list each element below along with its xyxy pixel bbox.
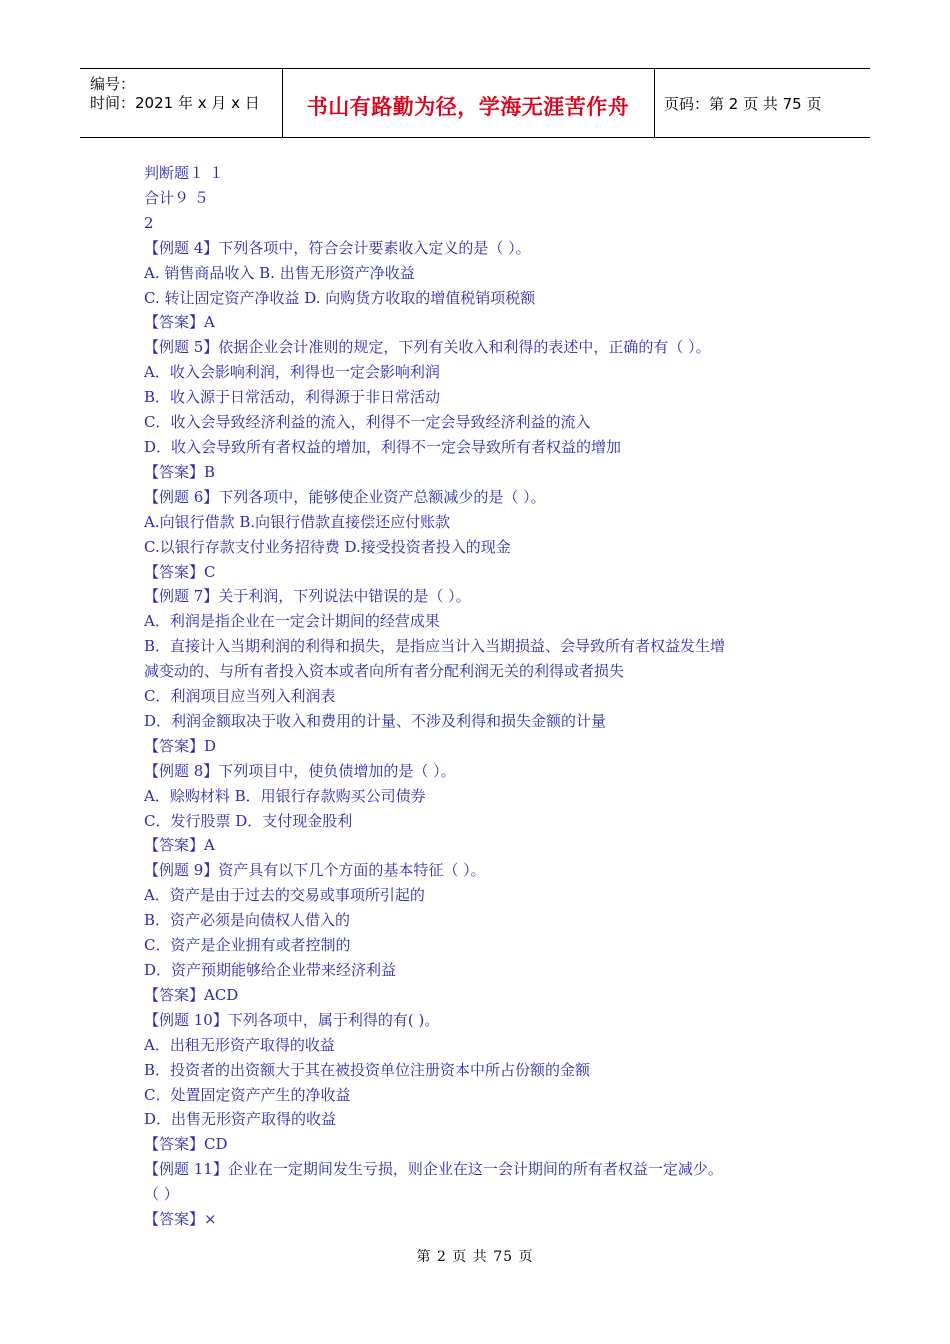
text-line: 【答案】A [144,836,215,855]
text-line: 【答案】× [144,1210,217,1229]
text-line: A．出租无形资产取得的收益 [144,1035,335,1054]
text-line: C．处置固定资产产生的净收益 [144,1085,351,1104]
text-line: C．利润项目应当列入利润表 [144,687,336,706]
text-line: A. 销售商品收入 B. 出售无形资产净收益 [144,263,415,282]
text-line: A．赊购材料 B．用银行存款购买公司债券 [144,786,426,805]
text-line: 【例题 10】下列各项中，属于利得的有( )。 [144,1010,440,1029]
motto-text: 书山有路勤为径，学海无涯苦作舟 [306,95,630,119]
text-line: B．资产必须是向债权人借入的 [144,911,351,930]
text-line: 【例题 9】资产具有以下几个方面的基本特征（ ）。 [144,861,486,880]
serial-number-label: 编号： [90,75,136,93]
text-line: C. 转让固定资产净收益 D. 向购货方收取的增值税销项税额 [144,288,536,307]
text-line: 合计９ ５ [144,188,209,207]
text-line: A．利润是指企业在一定会计期间的经营成果 [144,612,440,631]
header-info-cell [80,69,283,137]
text-line: D．利润金额取决于收入和费用的计量、不涉及利得和损失金额的计量 [144,711,607,730]
text-line: A．资产是由于过去的交易或事项所引起的 [144,886,425,905]
text-line: 【例题 5】依据企业会计准则的规定，下列有关收入和利得的表述中，正确的有（ ）。 [144,338,711,357]
text-line: 【答案】D [144,736,217,755]
text-line: A.向银行借款 B.向银行借款直接偿还应付账款 [144,512,451,531]
text-line: 【例题 7】关于利润，下列说法中错误的是（ ）。 [144,587,471,606]
page-number-label: 页码：第 2 页 共 75 页 [664,95,822,113]
text-line: C.以银行存款支付业务招待费 D.接受投资者投入的现金 [144,537,511,556]
document-body [144,161,794,1232]
text-line: 减变动的、与所有者投入资本或者向所有者分配利润无关的利得或者损失 [144,662,625,681]
text-line: B．投资者的出资额大于其在被投资单位注册资本中所占份额的金额 [144,1060,591,1079]
text-line: 【例题 4】下列各项中，符合会计要素收入定义的是（ ）。 [144,238,531,257]
text-line: D．收入会导致所有者权益的增加，利得不一定会导致所有者权益的增加 [144,437,622,456]
header-page-cell [655,69,870,137]
text-line: 【例题 6】下列各项中，能够使企业资产总额减少的是（ ）。 [144,487,546,506]
text-line: D．出售无形资产取得的收益 [144,1110,337,1129]
text-line: 【答案】A [144,313,215,332]
page-footer: 第 2 页 共 75 页 [416,1249,534,1265]
text-line: 【例题 8】下列项目中，使负债增加的是（ ）。 [144,761,456,780]
text-line: 判断题１ １ [144,164,224,182]
text-line: 【答案】ACD [144,985,239,1004]
text-line: 【答案】B [144,462,216,481]
text-line: A．收入会影响利润，利得也一定会影响利润 [144,363,440,382]
text-line: C．资产是企业拥有或者控制的 [144,936,351,955]
text-line: 【答案】C [144,562,216,581]
text-line: C．收入会导致经济利益的流入，利得不一定会导致经济利益的流入 [144,413,591,432]
text-line: （ ） [144,1185,179,1204]
text-line: 【例题 11】企业在一定期间发生亏损，则企业在这一会计期间的所有者权益一定减少。 [144,1160,723,1179]
text-line: B．直接计入当期利润的利得和损失，是指应当计入当期损益、会导致所有者权益发生增 [144,637,726,656]
header-motto-cell [282,69,655,137]
date-label: 时间：2021 年 x 月 x 日 [90,94,260,112]
page-header [80,68,870,138]
text-line: 2 [144,213,154,232]
text-line: D．资产预期能够给企业带来经济利益 [144,961,397,979]
text-line: B．收入源于日常活动，利得源于非日常活动 [144,388,441,407]
text-line: C．发行股票 D．支付现金股利 [144,811,353,830]
text-line: 【答案】CD [144,1135,228,1154]
